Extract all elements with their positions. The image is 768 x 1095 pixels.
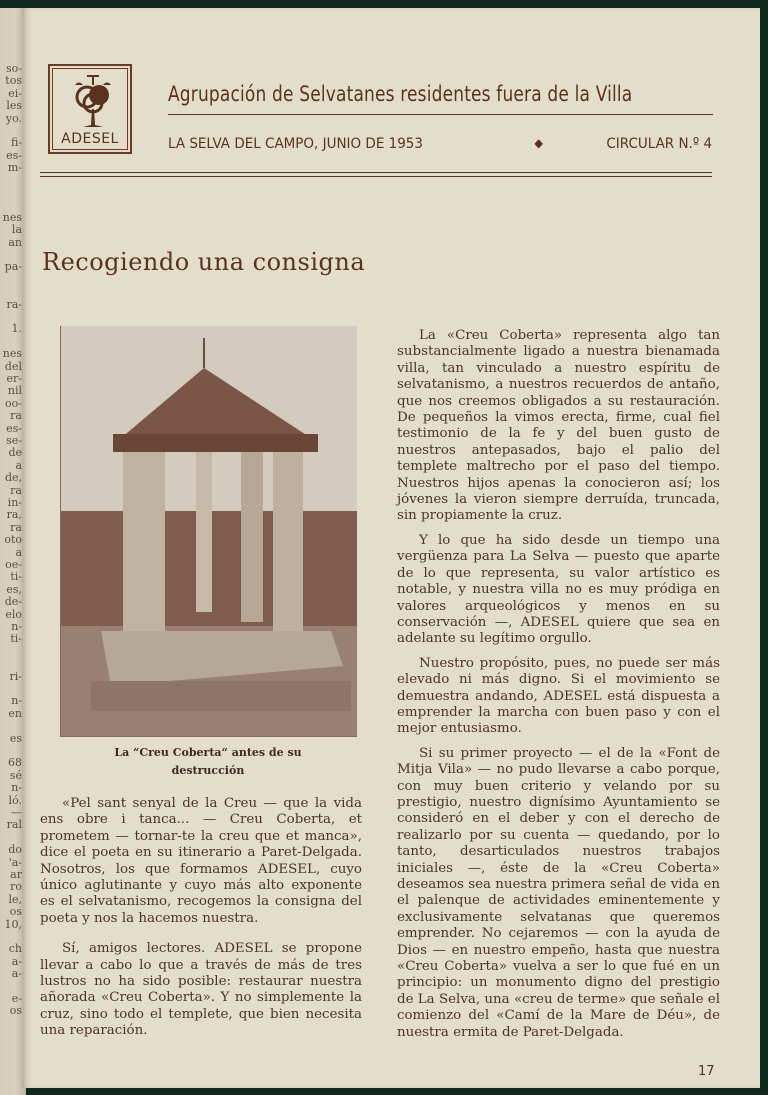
- creu-coberta-photo: [60, 326, 357, 737]
- previous-page-fragment: os: [9, 1004, 22, 1018]
- previous-page-fragment: es-: [6, 148, 22, 162]
- adesel-logo: [48, 64, 132, 154]
- previous-page-fragment: ra,: [6, 508, 22, 522]
- previous-page-fragment: ar: [10, 868, 22, 881]
- previous-page-fragment: a: [15, 458, 22, 472]
- previous-page-fragment: ral: [6, 818, 22, 832]
- previous-page-fragment: de,: [4, 471, 22, 485]
- previous-page-fragment: la: [11, 223, 22, 237]
- previous-page-fragment: en: [8, 706, 22, 720]
- paragraph: Y lo que ha sido desde un tiempo una vergüenza para La Selva — puesto que aparte de lo que representa, su valor artístico es notable, y nuestra villa no es muy pródiga en valores arqueológicos y menos en su conservación —, ADESEL quiere que sea en adelante su legítimo orgullo.: [397, 532, 720, 647]
- organization-name: Agrupación de Selvatanes residentes fuera de la Villa: [168, 82, 633, 106]
- previous-page-fragment: ri-: [9, 669, 22, 683]
- page-number: 17: [698, 1064, 715, 1079]
- pavilion-photo-icon: [61, 326, 357, 736]
- tree-with-birds-icon: [69, 73, 117, 131]
- paragraph: Sí, amigos lectores. ADESEL se propone llevar a cabo lo que a través de más de tres lustros no ha sido posible: restaurar nuestra añorada «Creu Coberta». Y no simplemente la cruz, sino todo el templete, que bien necesita una reparación.: [40, 941, 362, 1039]
- issue-line: [168, 136, 713, 152]
- previous-page-fragment: fi-: [10, 136, 22, 150]
- previous-page-fragment: les: [6, 99, 22, 113]
- previous-page-fragment: 1.: [11, 322, 22, 336]
- previous-page-fragment: es: [9, 731, 22, 745]
- caption-line-2: destrucción: [171, 764, 245, 777]
- place-date: LA SELVA DEL CAMPO, JUNIO DE 1953: [168, 136, 423, 152]
- previous-page-fragment: se-: [6, 434, 22, 447]
- previous-page-fragment: 68: [8, 756, 22, 770]
- header-divider: [168, 114, 713, 115]
- previous-page-fragment: n-: [11, 620, 22, 633]
- previous-page-fragment: a-: [11, 967, 22, 981]
- previous-page-fragment: ra: [10, 520, 22, 534]
- diamond-separator-icon: ◆: [534, 136, 544, 150]
- left-column: [40, 796, 362, 1048]
- previous-page-fragment: oe-: [5, 558, 22, 571]
- previous-page-fragment: e-: [11, 992, 22, 1005]
- previous-page-fragment: 'a-: [8, 855, 22, 869]
- previous-page-fragment: in-: [7, 496, 22, 509]
- previous-page-fragment: nes: [2, 210, 22, 224]
- previous-page-fragment: nes: [2, 347, 22, 361]
- paragraph: Nuestro propósito, pues, no puede ser más elevado ni más digno. Si el movimiento se demuestra andando, ADESEL está dispuesta a emprender la marcha con buen paso y con el mejor entusiasmo.: [397, 655, 720, 737]
- previous-page-fragment: ra: [10, 483, 22, 497]
- previous-page-fragment: an: [8, 235, 22, 249]
- previous-page-fragment: yo.: [5, 111, 22, 125]
- previous-page-fragment: n-: [11, 781, 22, 795]
- previous-page-fragment: oo-: [5, 396, 22, 410]
- double-rule-bottom: [40, 176, 712, 177]
- previous-page-fragment: do: [8, 843, 22, 857]
- right-column: [397, 328, 720, 1049]
- double-rule-top: [40, 172, 712, 173]
- previous-page-fragment: es-: [6, 421, 22, 435]
- newsletter-page: [22, 8, 760, 1088]
- previous-page-fragment: tos: [5, 74, 22, 88]
- previous-page-fragment: elo: [5, 607, 22, 621]
- paragraph: La «Creu Coberta» representa algo tan substancialmente ligado a nuestra bienamada villa, tan vinculado a nuestro espíritu de selvatanismo, a nuestros recuerdos de antaño, que nos creemos obligados a su restauración. De pequeños la vimos erecta, firme, cual fiel testimonio de la fe y del buen gusto de nuestros antepasados, bajo el palio del templete maltrecho por el paso del tiempo. Nuestros hijos apenas la conocieron así; los jóvenes la vieron siempre derruída, truncada, sin propiamente la cruz.: [397, 328, 720, 524]
- previous-page-fragment: ló.: [8, 793, 22, 807]
- previous-page-fragment: ti-: [10, 570, 22, 584]
- paragraph: «Pel sant senyal de la Creu — que la vida ens obre i tanca... — Creu Coberta, et prometem — tornar-te la creu que et manca», dice el poeta en su itinerario a Paret-Delgada. Nosotros, los que formamos ADESEL, cuyo único aglutinante y cuyo más alto exponente es el selvatanismo, recogemos la consigna del poeta y nos la hacemos nuestra.: [40, 796, 362, 926]
- previous-page-fragment: ti-: [10, 632, 22, 646]
- previous-page-fragment: so-: [6, 62, 22, 75]
- logo-text: ADESEL: [61, 131, 119, 147]
- previous-page-fragment: sé: [9, 768, 22, 782]
- previous-page-fragment: de: [8, 446, 22, 460]
- article-title: Recogiendo una consigna: [42, 248, 366, 276]
- previous-page-fragment: 10,: [4, 917, 22, 931]
- previous-page-fragment: nil: [7, 384, 22, 398]
- previous-page-fragment: m-: [7, 161, 22, 175]
- caption-line-1: La “Creu Coberta“ antes de su: [114, 746, 302, 759]
- previous-page-fragment: ro: [10, 880, 22, 894]
- previous-page-fragment: de-: [4, 595, 22, 609]
- previous-page-fragment: a: [15, 545, 22, 559]
- previous-page-fragment: es,: [6, 582, 22, 596]
- previous-page-fragment: le,: [8, 892, 22, 906]
- previous-page-fragment: os: [9, 905, 22, 919]
- previous-page-fragment: ei-: [8, 86, 22, 100]
- circular-number: CIRCULAR N.º 4: [606, 136, 713, 152]
- previous-page-fragment: ch: [8, 942, 22, 956]
- previous-page-fragment: a-: [11, 954, 22, 968]
- previous-page-fragment: er-: [6, 372, 22, 385]
- previous-page-fragment: del: [4, 359, 22, 373]
- previous-page-fragment: oto: [4, 533, 22, 547]
- paragraph: Si su primer proyecto — el de la «Font de Mitja Vila» — no pudo llevarse a cabo porque, con muy buen criterio y velando por su prestigio, nuestro dignísimo Ayuntamiento se consideró en el deber y con el derecho de realizarlo por su cuenta — quedando, por lo tanto, desarticulados nuestros trabajos iniciales —, éste de la «Creu Coberta» deseamos sea nuestra primera señal de vida en el palenque de actividades eminentemente y exclusivamente selvatanas que queremos emprender. No cejaremos — con la ayuda de Dios — en nuestro empeño, hasta que nuestra «Creu Coberta» vuelva a ser lo que fué en un principio: un monumento digno del prestigio de La Selva, una «creu de terme» que señale el comienzo del «Camí de la Mare de Déu», de nuestra ermita de Paret-Delgada.: [397, 745, 720, 1040]
- previous-page-fragment: ra-: [6, 297, 22, 311]
- previous-page-fragment: pa-: [4, 260, 22, 274]
- previous-page-fragment: —: [11, 806, 22, 819]
- photo-caption: [60, 744, 356, 780]
- previous-page-fragment: ra: [10, 409, 22, 423]
- previous-page-fragment: n-: [11, 694, 22, 708]
